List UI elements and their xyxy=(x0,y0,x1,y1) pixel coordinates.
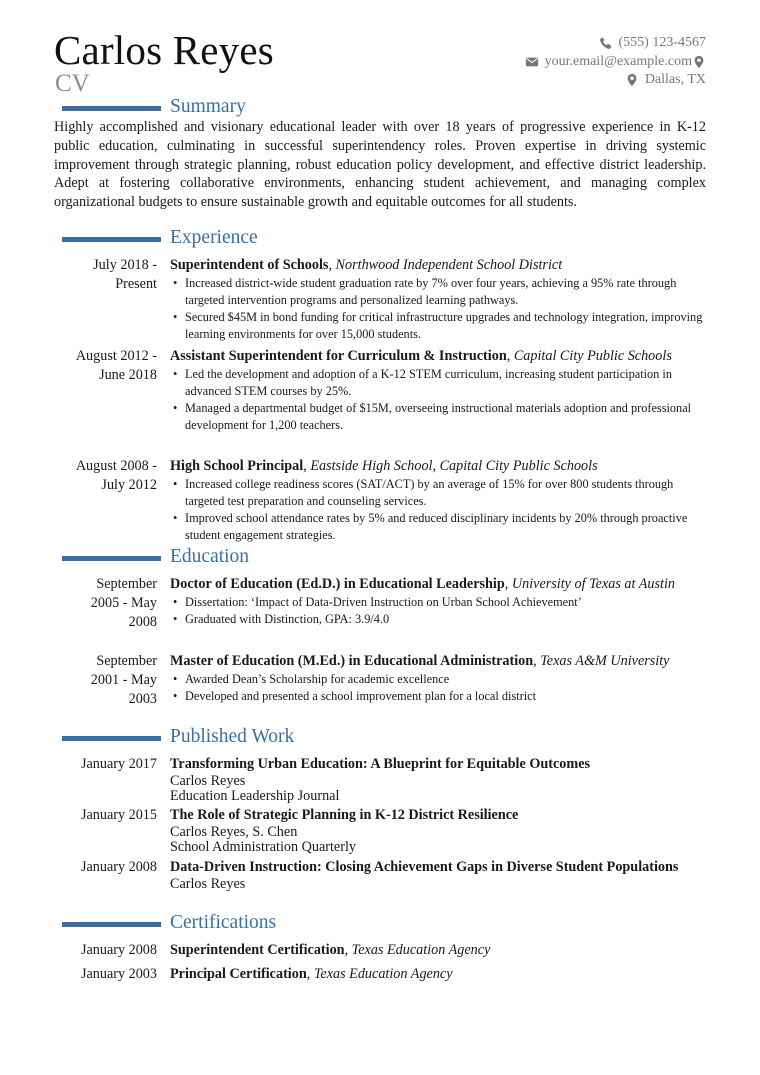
phone-icon xyxy=(599,36,613,50)
publication-title: Transforming Urban Education: A Blueprint for Equitable Outcomes xyxy=(170,756,591,772)
organization: Eastside High School, Capital City Public Schools xyxy=(310,458,598,474)
section-title-education: Education xyxy=(170,546,250,567)
entry-date: January 2017 xyxy=(80,756,157,772)
bullet-list xyxy=(170,671,706,705)
candidate-name: Carlos Reyes xyxy=(54,27,274,73)
date-line: September xyxy=(96,576,157,592)
date-start: July 2018 - xyxy=(93,257,157,273)
entry-date xyxy=(47,457,157,495)
organization: Capital City Public Schools xyxy=(513,348,672,364)
entry-body: Superintendent Certification, Texas Education Agency xyxy=(170,942,491,958)
date-end: July 2012 xyxy=(101,476,157,493)
entry-body: Assistant Superintendent for Curriculum & Instruction, Capital City Public Schools • Led the development and adoption of a K-12 STEM curriculum, increasing student participation in advanced STEM courses by 25%. • Managed a departmental budget of $15M, overseeing instructional materials adoption and professional development for 1,200 teachers. xyxy=(170,347,706,435)
date-line: 2008 xyxy=(128,613,157,630)
bullet-item: • Graduated with Distinction, GPA: 3.9/4.0 xyxy=(170,611,706,628)
bullet-item: • Increased district-wide student graduation rate by 7% over four years, achieving a 95% rate through targeted intervention programs and personalized learning pathways. xyxy=(170,275,706,309)
date-start: August 2012 - xyxy=(75,348,157,364)
certifications-section xyxy=(0,914,760,936)
entry-date: January 2008 xyxy=(80,859,157,875)
section-header xyxy=(0,98,760,120)
summary-section xyxy=(0,98,760,120)
section-header xyxy=(0,229,760,251)
section-title-published: Published Work xyxy=(170,726,295,747)
entry-date xyxy=(47,652,157,708)
section-header xyxy=(0,728,760,750)
institution: Texas A&M University xyxy=(540,653,670,669)
organization: Northwood Independent School District xyxy=(335,257,563,273)
section-accent-bar xyxy=(62,237,161,242)
date-line: September xyxy=(96,653,157,669)
entry-body: Master of Education (M.Ed.) in Educational Administration, Texas A&M University • Awarded Dean’s Scholarship for academic excellence • Developed and presented a school improvement plan for a local district xyxy=(170,652,706,705)
published-section xyxy=(0,728,760,750)
section-accent-bar xyxy=(62,736,161,741)
section-header xyxy=(0,914,760,936)
email-address[interactable]: your.email@example.com xyxy=(544,53,692,69)
experience-section xyxy=(0,229,760,251)
bullet-list xyxy=(170,366,706,435)
date-start: August 2008 - xyxy=(75,458,157,474)
bullet-list xyxy=(170,275,706,344)
document-subtitle: CV xyxy=(55,70,90,97)
entry-body xyxy=(170,806,706,856)
issuing-organization: Texas Education Agency xyxy=(313,966,453,982)
email-row xyxy=(525,53,706,72)
publication-venue: School Administration Quarterly xyxy=(170,839,356,856)
bullet-item: • Led the development and adoption of a K-12 STEM curriculum, increasing student participation in advanced STEM courses by 25%. xyxy=(170,366,706,400)
certification-title: Superintendent Certification xyxy=(170,942,345,958)
position-title: Assistant Superintendent for Curriculum & Instruction xyxy=(170,348,507,364)
location-text: Dallas, TX xyxy=(644,72,706,87)
position-title: Superintendent of Schools xyxy=(170,257,329,273)
date-line: 2003 xyxy=(128,690,157,707)
location-pin-icon xyxy=(625,73,639,87)
entry-date: January 2015 xyxy=(80,807,157,823)
bullet-list xyxy=(170,476,706,545)
bullet-item: • Increased college readiness scores (SAT/ACT) by an average of 15% for over 800 students through targeted test preparation and counseling services. xyxy=(170,476,706,510)
publication-authors: Carlos Reyes xyxy=(170,875,246,892)
section-header xyxy=(0,548,760,570)
entry-date xyxy=(47,256,157,294)
entry-date xyxy=(47,347,157,385)
entry-date: January 2008 xyxy=(80,942,157,958)
publication-authors: Carlos Reyes xyxy=(170,772,246,789)
publication-venue: Education Leadership Journal xyxy=(170,788,340,805)
bullet-item: • Dissertation: ‘Impact of Data-Driven Instruction on Urban School Achievement’ xyxy=(170,594,706,611)
contact-block xyxy=(525,34,706,90)
publication-title: The Role of Strategic Planning in K-12 District Resilience xyxy=(170,807,519,823)
entry-body xyxy=(170,755,706,805)
bullet-item: • Managed a departmental budget of $15M, overseeing instructional materials adoption and professional development for 1,200 teachers. xyxy=(170,400,706,434)
degree-title: Master of Education (M.Ed.) in Educational Administration xyxy=(170,653,534,669)
degree-title: Doctor of Education (Ed.D.) in Educational Leadership xyxy=(170,576,505,592)
phone-row xyxy=(525,34,706,53)
bullet-item: • Improved school attendance rates by 5% and reduced disciplinary incidents by 20% through proactive student engagement strategies. xyxy=(170,510,706,544)
entry-date xyxy=(47,575,157,631)
section-title-summary: Summary xyxy=(170,96,246,117)
bullet-list xyxy=(170,594,706,628)
publication-title: Data-Driven Instruction: Closing Achievement Gaps in Diverse Student Populations xyxy=(170,859,679,875)
position-title: High School Principal xyxy=(170,458,304,474)
certification-title: Principal Certification xyxy=(170,966,307,982)
entry-date: January 2003 xyxy=(80,966,157,982)
entry-body: Superintendent of Schools, Northwood Independent School District • Increased district-wide student graduation rate by 7% over four years, achieving a 95% rate through targeted intervention programs and personalized learning pathways. • Secured $45M in bond funding for critical infrastructure upgrades and technology integration, improving learning environments for over 15,000 students. xyxy=(170,256,706,344)
section-accent-bar xyxy=(62,922,161,927)
date-end: Present xyxy=(115,275,157,292)
entry-body xyxy=(170,858,706,892)
institution: University of Texas at Austin xyxy=(511,576,676,592)
section-title-experience: Experience xyxy=(170,227,258,248)
entry-body: Principal Certification, Texas Education Agency xyxy=(170,966,453,982)
issuing-organization: Texas Education Agency xyxy=(351,942,491,958)
education-section xyxy=(0,548,760,570)
bullet-item: • Secured $45M in bond funding for critical infrastructure upgrades and technology integration, improving learning environments for over 15,000 students. xyxy=(170,309,706,343)
date-line: 2005 - May xyxy=(90,594,157,611)
entry-body: High School Principal, Eastside High School, Capital City Public Schools • Increased college readiness scores (SAT/ACT) by an average of 15% for over 800 students through targeted test preparation and counseling services. • Improved school attendance rates by 5% and reduced disciplinary incidents by 20% through proactive student engagement strategies. xyxy=(170,457,706,545)
map-marker-icon xyxy=(692,55,706,69)
section-accent-bar xyxy=(62,106,161,111)
bullet-item: • Awarded Dean’s Scholarship for academic excellence xyxy=(170,671,706,688)
date-end: June 2018 xyxy=(99,366,157,383)
phone-number: (555) 123-4567 xyxy=(618,35,706,50)
bullet-item: • Developed and presented a school improvement plan for a local district xyxy=(170,688,706,705)
section-accent-bar xyxy=(62,556,161,561)
location-row xyxy=(525,71,706,90)
date-line: 2001 - May xyxy=(90,671,157,688)
section-title-certifications: Certifications xyxy=(170,912,277,933)
entry-body: Doctor of Education (Ed.D.) in Educational Leadership, University of Texas at Austin • Dissertation: ‘Impact of Data-Driven Instruction on Urban School Achievement’ • Graduated with Distinction, GPA: 3.9/4.0 xyxy=(170,575,706,628)
envelope-icon xyxy=(525,55,539,69)
publication-authors: Carlos Reyes, S. Chen xyxy=(170,823,298,840)
summary-paragraph: Highly accomplished and visionary educational leader with over 18 years of progressive experience in K-12 public education, culminating in successful superintendency roles. Proven expertise in driving systemic improvement through strategic planning, robust education policy development, and effective district leadership. Adept at fostering collaborative environments, enhancing student achievement, and managing complex organizational budgets to ensure sustainable growth and equitable outcomes for all students. xyxy=(54,119,706,211)
